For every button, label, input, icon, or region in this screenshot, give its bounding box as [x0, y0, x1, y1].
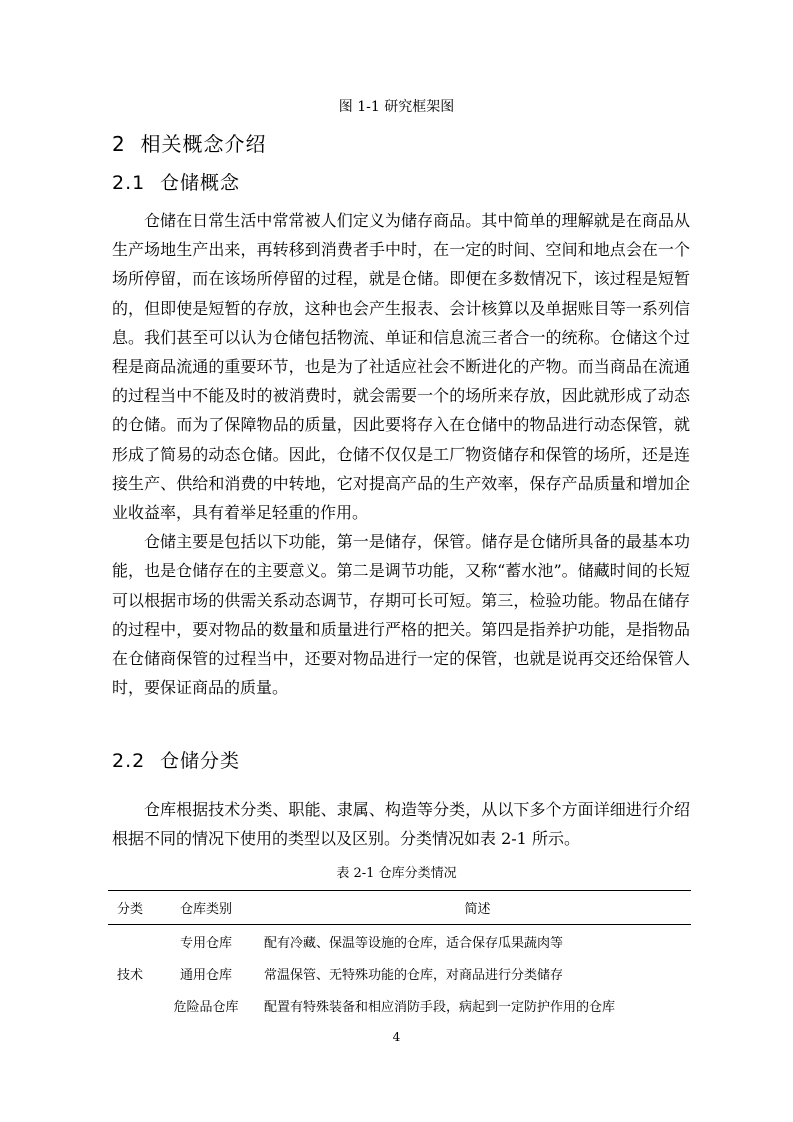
table-header-row	[108, 891, 691, 925]
header-category: 分类	[108, 891, 152, 925]
header-description: 简述	[260, 891, 691, 925]
section-title: 相关概念介绍	[140, 132, 267, 156]
section-title: 仓储概念	[160, 172, 241, 194]
type-cell: 危险品仓库	[173, 999, 239, 1015]
category-cell: 技术	[116, 967, 143, 983]
section-heading-2-2	[112, 746, 240, 773]
section-2-1-body	[112, 206, 690, 702]
paragraph: 仓储主要是包括以下功能，第一是储存，保管。储存是仓储所具备的最基本功能，也是仓储存在的主要意义。第二是调节功能，又称“蓄水池”。储藏时间的长短可以根据市场的供需关系动态调节，存期可长可短。第三，检验功能。物品在储存的过程中，要对物品的数量和质量进行严格的把关。第四是指养护功能，是指物品在仓储商保管的过程当中，还要对物品进行一定的保管，也就是说再交还给保管人时，要保证商品的质量。	[112, 532, 690, 698]
description-cell: 配置有特殊装备和相应消防手段，病起到一定防护作用的仓库	[264, 999, 616, 1015]
table-row	[108, 957, 691, 989]
section-title: 仓储分类	[160, 750, 241, 772]
section-number: 2.2	[112, 750, 146, 772]
section-heading-2-1	[112, 168, 240, 195]
header-warehouse-type: 仓库类别	[152, 891, 260, 925]
paragraph: 仓储在日常生活中常常被人们定义为储存商品。其中简单的理解就是在商品从生产场地生产出来，再转移到消费者手中时，在一定的时间、空间和地点会在一个场所停留，而在该场所停留的过程，就是仓储。即便在多数情况下，该过程是短暂的，但即使是短暂的存放，这种也会产生报表、会计核算以及单据账目等一系列信息。我们甚至可以认为仓储包括物流、单证和信息流三者合一的统称。仓储这个过程是商品流通的重要环节，也是为了社适应社会不断进化的产物。而当商品在流通的过程当中不能及时的被消费时，就会需要一个的场所来存放，因此就形成了动态的仓储。而为了保障物品的质量，因此要将存入在仓储中的物品进行动态保管，就形成了简易的动态仓储。因此，仓储不仅仅是工厂物资储存和保管的场所，还是连接生产、供给和消费的中转地，它对提高产品的生产效率，保存产品质量和增加企业收益率，具有着举足轻重的作用。	[112, 211, 690, 523]
section-number: 2.1	[112, 172, 146, 194]
page-number: 4	[392, 1030, 401, 1044]
table-row	[108, 989, 691, 1021]
table-row	[108, 925, 691, 958]
type-cell: 通用仓库	[179, 967, 232, 983]
warehouse-classification-table	[108, 890, 691, 1021]
figure-caption: 图 1-1 研究框架图	[338, 99, 455, 115]
section-2-2-body	[112, 795, 690, 853]
table-caption: 表 2-1 仓库分类情况	[336, 866, 457, 881]
section-heading-2	[112, 128, 266, 157]
type-cell: 专用仓库	[179, 935, 232, 951]
section-number: 2	[112, 132, 126, 156]
paragraph: 仓库根据技术分类、职能、隶属、构造等分类，从以下多个方面详细进行介绍根据不同的情况下使用的类型以及区别。分类情况如表 2-1 所示。	[112, 800, 690, 849]
description-cell: 常温保管、无特殊功能的仓库，对商品进行分类储存	[264, 967, 564, 983]
description-cell: 配有冷藏、保温等设施的仓库，适合保存瓜果蔬肉等	[264, 935, 564, 951]
